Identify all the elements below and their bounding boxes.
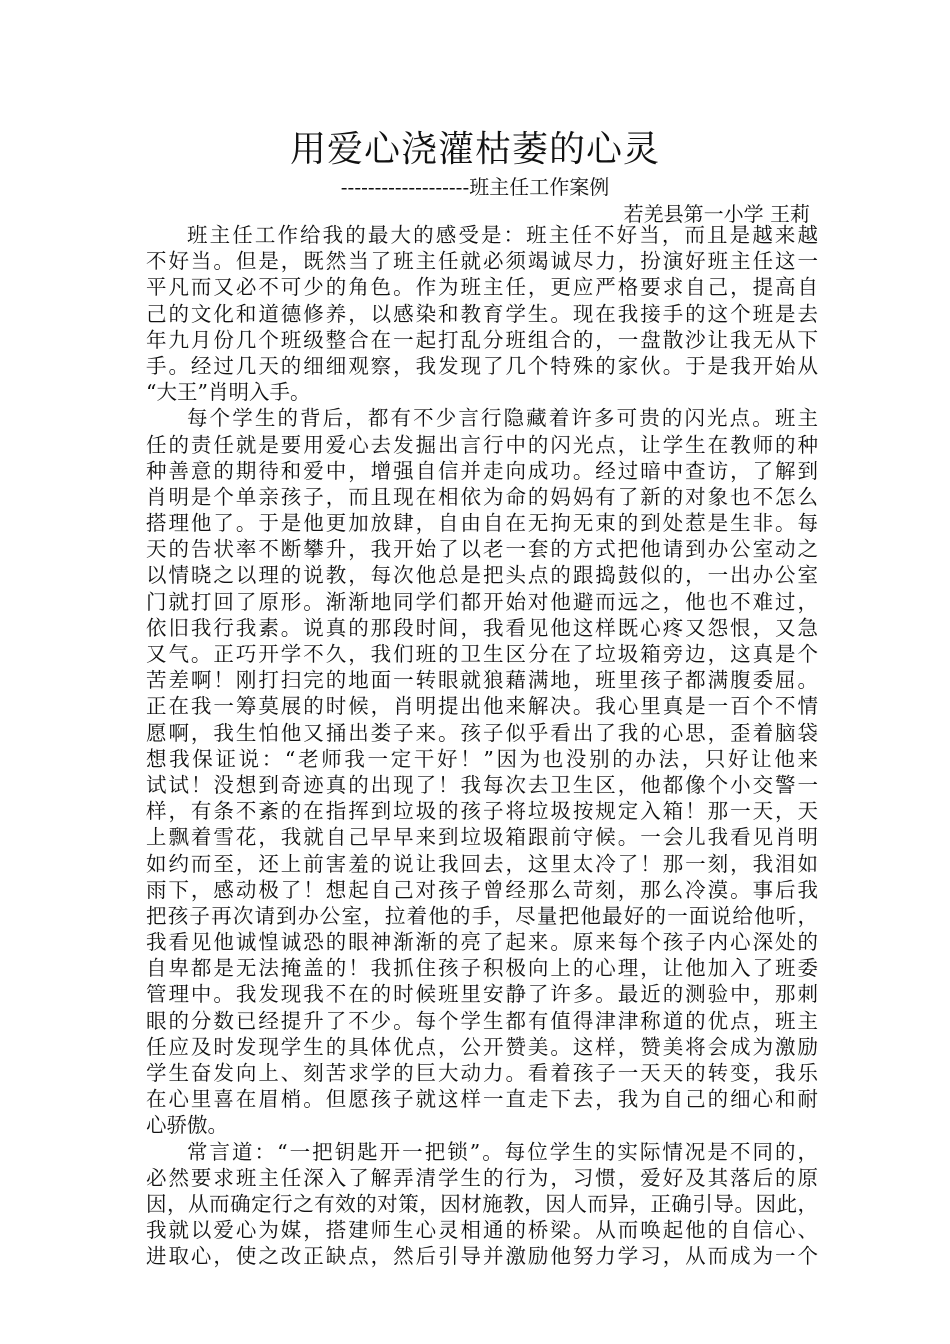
text-line: 在心里喜在眉梢。但愿孩子就这样一直走下去，我为自己的细心和耐 bbox=[146, 1087, 818, 1112]
text-line: 样，有条不紊的在指挥到垃圾的孩子将垃圾按规定入箱！那一天，天 bbox=[146, 799, 818, 824]
text-line: 我看见他诚惶诚恐的眼神渐渐的亮了起来。原来每个孩子内心深处的 bbox=[146, 930, 818, 955]
text-line: 管理中。我发现我不在的时候班里安静了许多。最近的测验中，那刺 bbox=[146, 982, 818, 1007]
text-line: 平凡而又必不可少的角色。作为班主任，更应严格要求自己，提高自 bbox=[146, 275, 818, 300]
text-line: 每个学生的背后，都有不少言行隐藏着许多可贵的闪光点。班主 bbox=[187, 406, 818, 431]
text-line: 又气。正巧开学不久，我们班的卫生区分在了垃圾箱旁边，这真是个 bbox=[146, 642, 818, 666]
text-line: 不好当。但是，既然当了班主任就必须竭诚尽力，扮演好班主任这一 bbox=[146, 249, 818, 274]
text-line: 手。经过几天的细细观察，我发现了几个特殊的家伙。于是我开始从 bbox=[146, 353, 818, 378]
text-line: 任应及时发现学生的具体优点，公开赞美。这样，赞美将会成为激励 bbox=[146, 1034, 818, 1059]
text-line: 上飘着雪花，我就自己早早来到垃圾箱跟前守候。一会儿我看见肖明 bbox=[146, 825, 818, 850]
text-line: 门就打回了原形。渐渐地同学们都开始对他避而远之，他也不难过， bbox=[146, 589, 818, 614]
text-line: 常言道：“一把钥匙开一把锁”。每位学生的实际情况是不同的， bbox=[187, 1139, 818, 1164]
text-line: 学生奋发向上、刻苦求学的巨大动力。看着孩子一天天的转变，我乐 bbox=[146, 1061, 818, 1085]
body-text bbox=[146, 222, 818, 1270]
text-line: 如约而至，还上前害羞的说让我回去，这里太冷了！那一刻，我泪如 bbox=[146, 851, 818, 876]
text-line: 搭理他了。于是他更加放肆，自由自在无拘无束的到处惹是生非。每 bbox=[146, 511, 818, 536]
text-line: 任的责任就是要用爱心去发掘出言行中的闪光点，让学生在教师的种 bbox=[146, 432, 818, 457]
author-line: 若羌县第一小学 王莉 bbox=[623, 202, 810, 226]
text-line: 心骄傲。 bbox=[146, 1113, 228, 1138]
text-line: 己的文化和道德修养，以感染和教育学生。现在我接手的这个班是去 bbox=[146, 301, 818, 326]
text-line: 因，从而确定行之有效的对策，因材施教，因人而异，正确引导。因此， bbox=[146, 1191, 818, 1216]
text-line: 必然要求班主任深入了解弄清学生的行为，习惯，爱好及其落后的原 bbox=[146, 1165, 818, 1190]
document-title: 用爱心浇灌枯萎的心灵 bbox=[289, 129, 660, 170]
text-line: 进取心，使之改正缺点，然后引导并激励他努力学习，从而成为一个 bbox=[146, 1244, 818, 1269]
text-line: 年九月份几个班级整合在一起打乱分班组合的，一盘散沙让我无从下 bbox=[146, 327, 818, 352]
text-line: 我就以爱心为媒，搭建师生心灵相通的桥梁。从而唤起他的自信心、 bbox=[146, 1218, 818, 1243]
text-line: 试试！没想到奇迹真的出现了！我每次去卫生区，他都像个小交警一 bbox=[146, 772, 818, 797]
document-subtitle: -------------------班主任工作案例 bbox=[340, 175, 610, 199]
text-line: 班主任工作给我的最大的感受是：班主任不好当，而且是越来越 bbox=[187, 223, 818, 247]
text-line: 以情晓之以理的说教，每次他总是把头点的跟捣鼓似的，一出办公室 bbox=[146, 563, 818, 588]
text-line: 种善意的期待和爱中，增强自信并走向成功。经过暗中查访，了解到 bbox=[146, 458, 818, 483]
text-line: 依旧我行我素。说真的那段时间，我看见他这样既心疼又怨恨，又急 bbox=[146, 615, 818, 640]
text-line: 天的告状率不断攀升，我开始了以老一套的方式把他请到办公室动之 bbox=[146, 537, 818, 562]
text-line: 想我保证说：“老师我一定干好！”因为也没别的办法，只好让他来 bbox=[146, 746, 818, 771]
text-line: 雨下，感动极了！想起自己对孩子曾经那么苛刻，那么冷漠。事后我 bbox=[146, 877, 818, 902]
text-line: 愿啊，我生怕他又捅出娄子来。孩子似乎看出了我的心思，歪着脑袋 bbox=[146, 720, 818, 745]
text-line: 正在我一筹莫展的时候，肖明提出他来解决。我心里真是一百个不情 bbox=[146, 694, 818, 719]
text-line: 眼的分数已经提升了不少。每个学生都有值得津津称道的优点，班主 bbox=[146, 1008, 818, 1033]
text-line: 苦差啊！刚打扫完的地面一转眼就狼藉满地，班里孩子都满腹委屈。 bbox=[146, 668, 818, 693]
text-line: 肖明是个单亲孩子，而且现在相依为命的妈妈有了新的对象也不怎么 bbox=[146, 484, 818, 509]
text-line: “大王”肖明入手。 bbox=[146, 380, 311, 405]
text-line: 把孩子再次请到办公室，拉着他的手，尽量把他最好的一面说给他听， bbox=[146, 903, 818, 928]
text-line: 自卑都是无法掩盖的！我抓住孩子积极向上的心理，让他加入了班委 bbox=[146, 956, 818, 981]
